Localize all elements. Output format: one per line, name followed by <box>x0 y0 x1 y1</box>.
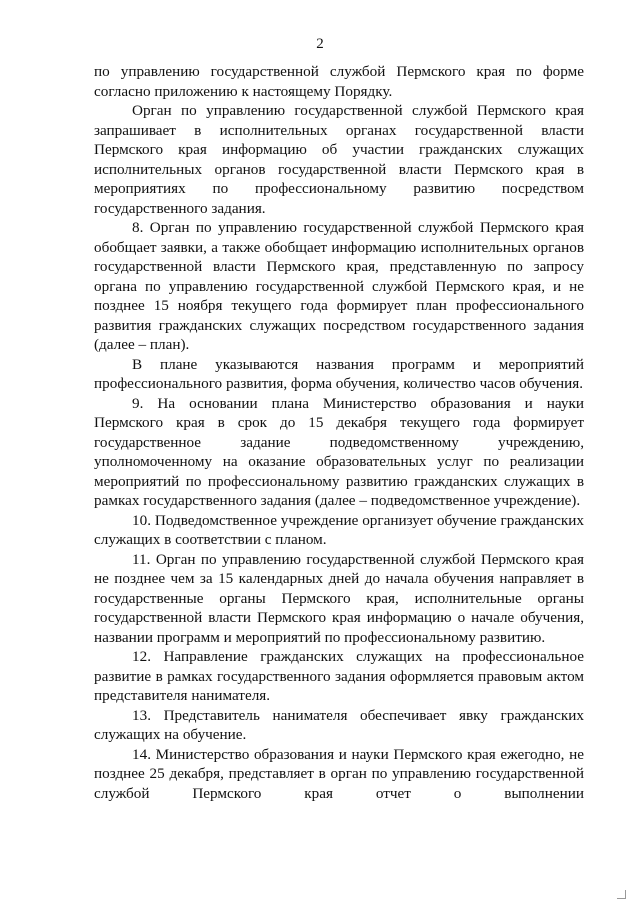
paragraph-request-info: Орган по управлению государственной службой Пермского края запрашивает в исполнительных органах государственной власти Пермского края информацию об участии гражданских служащих исполнительных органов государственной власти Пермского края в мероприятиях по профессиональному развитию посредством государственного задания. <box>94 102 584 217</box>
document-body <box>94 62 584 803</box>
page-number: 2 <box>316 36 324 52</box>
paragraph-item-14: 14. Министерство образования и науки Пермского края ежегодно, не позднее 25 декабря, представляет в орган по управлению государственной службой Пермского края отчет о выполнении <box>94 745 584 802</box>
paragraph-item-9: 9. На основании плана Министерство образования и науки Пермского края в срок до 15 декабря текущего года формирует государственное задание подведомственному учреждению, уполномоченному на оказание образовательных услуг по реализации мероприятий по профессиональному развитию гражданских служащих в рамках государственного задания (далее – подведомственное учреждение). <box>94 394 584 509</box>
paragraph-item-12: 12. Направление гражданских служащих на профессиональное развитие в рамках государственного задания оформляется правовым актом представителя нанимателя. <box>94 648 584 704</box>
paragraph-plan-contents: В плане указываются названия программ и мероприятий профессионального развития, форма обучения, количество часов обучения. <box>94 355 584 392</box>
paragraph-continuation: по управлению государственной службой Пермского края по форме согласно приложению к настоящему Порядку. <box>94 63 584 100</box>
paragraph-item-13: 13. Представитель нанимателя обеспечивает явку гражданских служащих на обучение. <box>94 706 584 743</box>
paragraph-item-8: 8. Орган по управлению государственной службой Пермского края обобщает заявки, а также обобщает информацию исполнительных органов государственной власти Пермского края, представленную по запросу органа по управлению государственной службой Пермского края, и не позднее 15 ноября текущего года формирует план профессионального развития гражданских служащих посредством государственного задания (далее – план). <box>94 219 584 353</box>
paragraph-item-11: 11. Орган по управлению государственной службой Пермского края не позднее чем за 15 календарных дней до начала обучения направляет в государственные органы Пермского края, исполнительные органы государственной власти Пермского края информацию о начале обучения, названии программ и мероприятий по профессиональному развитию. <box>94 550 584 646</box>
paragraph-item-10: 10. Подведомственное учреждение организует обучение гражданских служащих в соответствии с планом. <box>94 511 584 548</box>
scan-corner-mark <box>617 890 626 899</box>
